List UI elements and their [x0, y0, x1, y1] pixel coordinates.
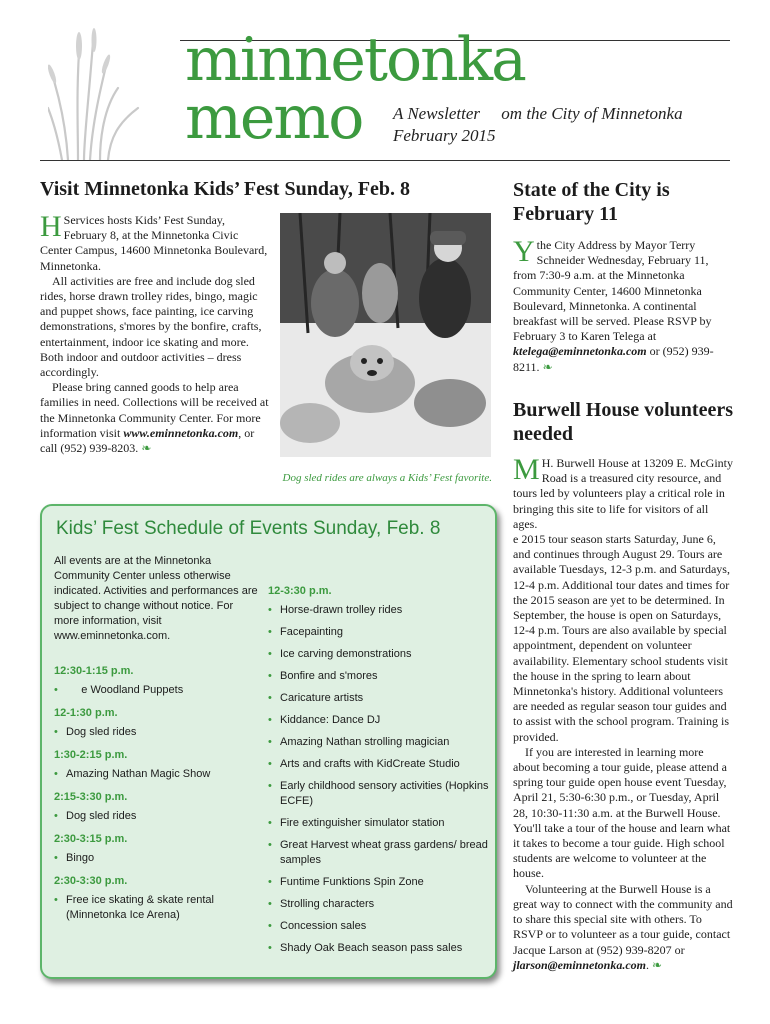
- burwell-article: [513, 453, 733, 973]
- end-mark-icon: ❧: [141, 441, 152, 456]
- schedule-item: • Dog sled rides: [54, 809, 259, 824]
- email-link[interactable]: jlarson@eminnetonka.com: [513, 957, 647, 972]
- state-of-city-article: [513, 235, 733, 375]
- kids-fest-para2: All activities are free and include dog sled rides, horse drawn trolley rides, bingo, magic and puppet shows, face painting, ice carving demonstrations, s'mores by the bonfire, crafts, entertainment, indoor ice skating and more. Both indoor and outdoor activities – dress accordingly.: [40, 273, 262, 380]
- kids-fest-heading: Visit Minnetonka Kids’ Fest Sunday, Feb. 8: [40, 178, 411, 200]
- schedule-item: • e Woodland Puppets: [54, 683, 259, 698]
- masthead: [0, 0, 770, 160]
- schedule-item: • Fire extinguisher simulator station: [268, 816, 493, 831]
- para3-end: , or call (952) 939-8203.: [40, 425, 255, 456]
- burwell-para2: e 2015 tour season starts Saturday, June 6, and continues through August 29. Tours are available Tuesdays, 12-3 p.m. and Saturdays, 12-4 p.m. Additional tour dates and times for the 2015 season are yet to be determined. In September, the house is open on Saturdays, 12-4 p.m. Tours are also available by special appointment, dependent on volunteer availability. Elementary school students visit the house in the spring to learn about Minnetonka's history. Additional volunteers are needed as regular season tour guides and to assist with the school program. Training is provided.: [513, 532, 730, 744]
- schedule-item: • Bonfire and s'mores: [268, 669, 493, 684]
- schedule-item: • Arts and crafts with KidCreate Studio: [268, 757, 493, 772]
- newsletter-subtitle: [393, 103, 683, 147]
- schedule-column-left: [54, 554, 259, 930]
- dropcap: M: [513, 453, 540, 486]
- schedule-item: • Shady Oak Beach season pass sales: [268, 941, 493, 956]
- para3-text: Please bring canned goods to help area families in need. Collections will be received at the Minnetonka Community Center. For more information visit: [40, 380, 269, 440]
- time-slot: 2:15-3:30 p.m.: [54, 791, 128, 803]
- schedule-website-link[interactable]: www.eminnetonka.com.: [54, 630, 171, 642]
- logo-title-line1: minnetonka: [185, 25, 525, 95]
- schedule-item: • Amazing Nathan strolling magician: [268, 735, 493, 750]
- website-link[interactable]: www.eminnetonka.com: [123, 425, 239, 440]
- schedule-item: • Bingo: [54, 851, 259, 866]
- state-text-end: or (952) 939-8211.: [513, 344, 714, 374]
- time-slot: 12-3:30 p.m.: [268, 585, 332, 597]
- photo-caption: Dog sled rides are always a Kids’ Fest favorite.: [282, 472, 492, 484]
- email-link[interactable]: ktelega@eminnetonka.com: [513, 344, 647, 359]
- schedule-intro: [54, 554, 259, 644]
- schedule-item: • Dog sled rides: [54, 725, 259, 740]
- intro-text: All events are at the Minnetonka Community Center unless otherwise indicated. Activities and performances are subject to change without notice. For more information, visit: [54, 555, 258, 627]
- schedule-item: • Free ice skating & skate rental (Minnetonka Ice Arena): [54, 893, 259, 923]
- time-slot: 2:30-3:15 p.m.: [54, 833, 128, 845]
- state-of-city-heading: State of the City is February 11: [513, 179, 670, 225]
- schedule-item: • Kiddance: Dance DJ: [268, 713, 493, 728]
- photo-illustration: [280, 213, 491, 457]
- schedule-item: • Concession sales: [268, 919, 493, 934]
- schedule-item: • Facepainting: [268, 625, 493, 640]
- schedule-item: • Amazing Nathan Magic Show: [54, 767, 259, 782]
- kids-fest-para1: Services hosts Kids’ Fest Sunday, February 8, at the Minnetonka Civic Center Campus, 14600 Minnetonka Boulevard, Minnetonka.: [40, 213, 268, 273]
- schedule-item: • Funtime Funktions Spin Zone: [268, 875, 493, 890]
- burwell-para1: H. Burwell House at 13209 E. McGinty Road is a treasured city resource, and tours led by volunteers play a critical role in bringing this site to life for visitors of all ages.: [513, 456, 733, 531]
- para4-text: Volunteering at the Burwell House is a great way to connect with the community and to share this special site with others. To RSVP or to volunteer as a tour guide, contact Jacque Larson at (952) 939-8207 or: [513, 881, 733, 957]
- end-mark-icon: ❧: [542, 359, 553, 374]
- burwell-para4: [513, 882, 733, 973]
- dropcap: Y: [513, 235, 535, 268]
- time-slot: 12-1:30 p.m.: [54, 707, 118, 719]
- schedule-item: • Caricature artists: [268, 691, 493, 706]
- schedule-item: • Strolling characters: [268, 897, 493, 912]
- schedule-box: [40, 504, 497, 979]
- burwell-heading: Burwell House volunteers needed: [513, 399, 733, 445]
- state-text: the City Address by Mayor Terry Schneider Wednesday, February 11, from 7:30-9 a.m. at the Minnetonka Community Center, 14600 Minnetonka Boulevard, Minnetonka. A continental breakfast will be served. Please RSVP by February 3 to Karen Telega at: [513, 238, 712, 344]
- dog-sled-photo: [280, 213, 491, 457]
- grass-illustration: [48, 28, 198, 160]
- end-mark-icon: ❧: [652, 957, 663, 972]
- dropcap: H: [40, 210, 62, 243]
- header-rule-bottom: [40, 160, 730, 161]
- schedule-item: • Early childhood sensory activities (Hopkins ECFE): [268, 779, 493, 809]
- schedule-title: Kids’ Fest Schedule of Events Sunday, Feb. 8: [56, 518, 441, 539]
- para4-end: .: [646, 957, 650, 972]
- time-slot: 2:30-3:30 p.m.: [54, 875, 128, 887]
- burwell-para3: If you are interested in learning more about becoming a tour guide, please attend a spring tour guide open house event Tuesday, April 21, 5:30-6:30 p.m., or Tuesday, April 28, 10:30-11:30 a.m. at the Burwell House. You'll take a tour of the house and learn what it takes to become a tour guide. High school students are welcome to volunteer at the house.: [513, 744, 731, 881]
- kids-fest-para3: [40, 380, 270, 456]
- time-slot: 12:30-1:15 p.m.: [54, 665, 134, 677]
- schedule-column-right: [268, 584, 493, 963]
- schedule-item: • Horse-drawn trolley rides: [268, 603, 493, 618]
- schedule-item: • Ice carving demonstrations: [268, 647, 493, 662]
- schedule-item: • Great Harvest wheat grass gardens/ bread samples: [268, 838, 493, 868]
- time-slot: 1:30-2:15 p.m.: [54, 749, 128, 761]
- issue-date: February 2015: [393, 126, 496, 145]
- kids-fest-article: [40, 210, 270, 456]
- subtitle-line1: A Newsletter om the City of Minnetonka: [393, 104, 683, 123]
- logo-title-line2: memo: [185, 83, 363, 153]
